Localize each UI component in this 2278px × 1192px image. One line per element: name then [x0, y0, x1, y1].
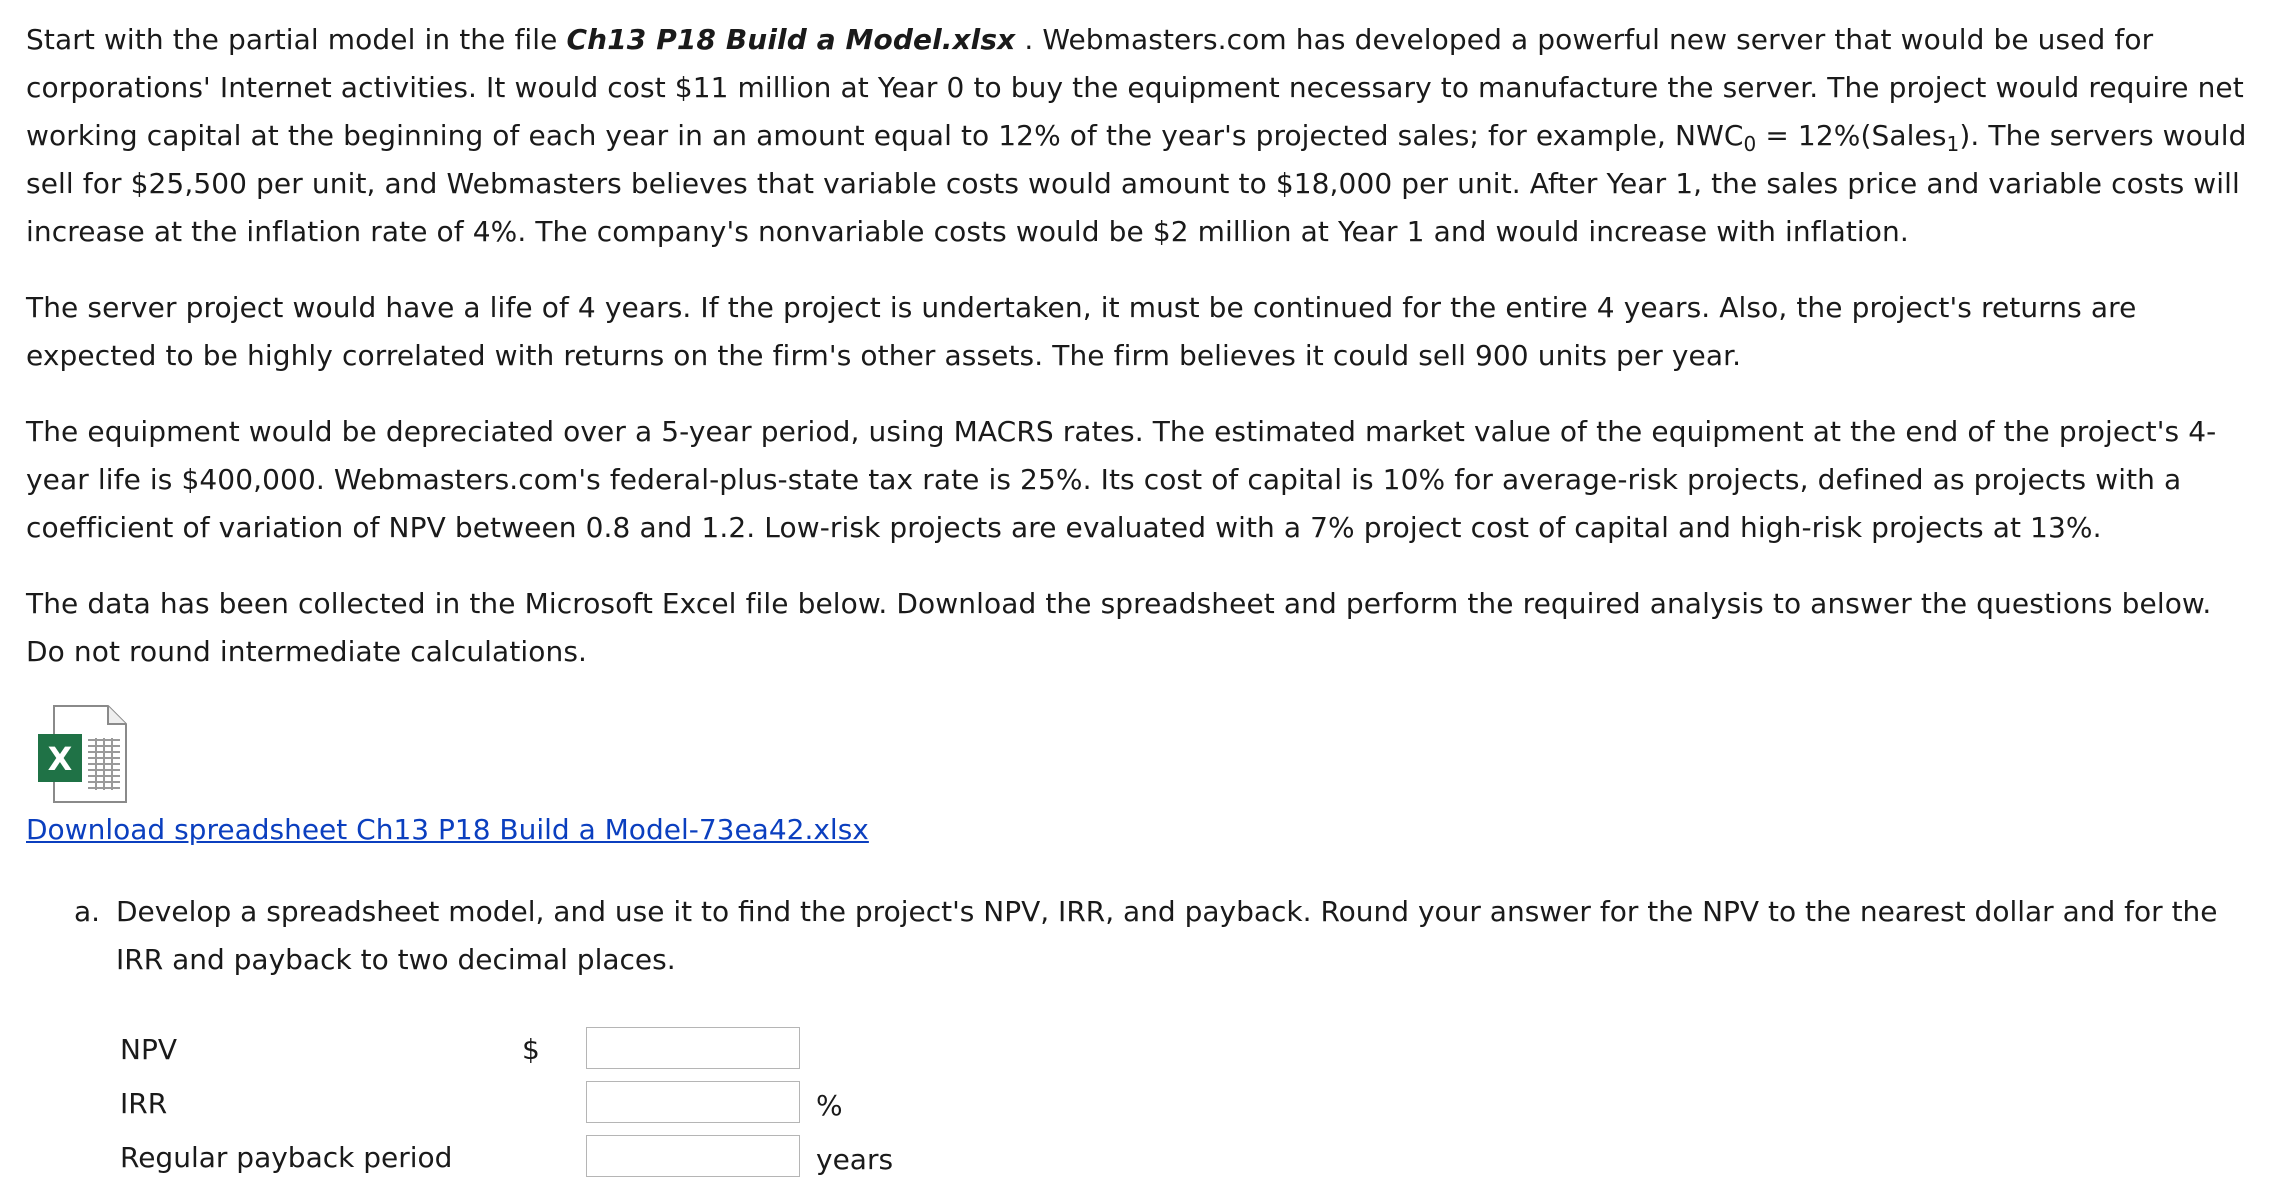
paragraph-1-text-a: . Webmasters.com has developed a powerful new server that would be used for corporations' Internet activities. It would cost $11 million at Year 0 to buy the equipment necessary to manufacture the server. The project would require net working capital at the beginning of each year in an amount equal to 12% of the year's projected sales; for example, NWC	[26, 23, 2244, 152]
problem-paragraph-3: The equipment would be depreciated over a 5-year period, using MACRS rates. The estimated market value of the equipment at the end of the project's 4-year life is $400,000. Webmasters.com's federal-plus-state tax rate is 25%. Its cost of capital is 10% for average-risk projects, defined as projects with a coefficient of variation of NPV between 0.8 and 1.2. Low-risk projects are evaluated with a 7% project cost of capital and high-risk projects at 13%.	[26, 415, 2217, 544]
excel-icon-letter: X	[47, 740, 73, 778]
irr-input[interactable]	[586, 1081, 800, 1123]
problem-paragraph-4: The data has been collected in the Microsoft Excel file below. Download the spreadsheet and perform the required analysis to answer the questions below. Do not round intermediate calculations.	[26, 587, 2212, 668]
paragraph-1-text-b: ). The servers would sell for $25,500 per unit, and Webmasters believes that variable costs would amount to $18,000 per unit. After Year 1, the sales price and variable costs will increase at the inflation rate of 4%. The company's nonvariable costs would be $2 million at Year 1 and would increase with inflation.	[26, 119, 2247, 248]
payback-years-unit: years	[816, 1143, 894, 1176]
answer-row-payback	[120, 1132, 2252, 1186]
file-name: Ch13 P18 Build a Model.xlsx	[566, 23, 1016, 56]
question-a-text: Develop a spreadsheet model, and use it to find the project's NPV, IRR, and payback. Round your answer for the NPV to the nearest dollar and for the IRR and payback to two decimal places.	[116, 895, 2218, 976]
question-a-letter: a.	[74, 895, 101, 928]
npv-label: NPV	[120, 1033, 177, 1066]
excel-file-icon-graphic	[36, 704, 128, 804]
problem-paragraph-2: The server project would have a life of 4 years. If the project is undertaken, it must be continued for the entire 4 years. Also, the project's returns are expected to be highly correlated with returns on the firm's other assets. The firm believes it could sell 900 units per year.	[26, 291, 2137, 372]
payback-input[interactable]	[586, 1135, 800, 1177]
download-spreadsheet-link[interactable]: Download spreadsheet Ch13 P18 Build a Model-73ea42.xlsx	[26, 813, 869, 846]
answer-table	[120, 1024, 2252, 1186]
answer-row-irr	[120, 1078, 2252, 1132]
subscript-1: 1	[1946, 132, 1960, 156]
excel-file-icon[interactable]	[36, 704, 128, 804]
intro-text: Start with the partial model in the file	[26, 23, 567, 56]
irr-percent-sign: %	[816, 1089, 843, 1122]
irr-label: IRR	[120, 1087, 168, 1120]
npv-input[interactable]	[586, 1027, 800, 1069]
paragraph-1-text-mid: = 12%(Sales	[1756, 119, 1947, 152]
question-a	[74, 888, 2252, 984]
subscript-0: 0	[1743, 132, 1757, 156]
answer-row-npv	[120, 1024, 2252, 1078]
problem-paragraph-1	[26, 16, 2252, 256]
npv-dollar-sign: $	[522, 1033, 540, 1066]
payback-label: Regular payback period	[120, 1141, 453, 1174]
